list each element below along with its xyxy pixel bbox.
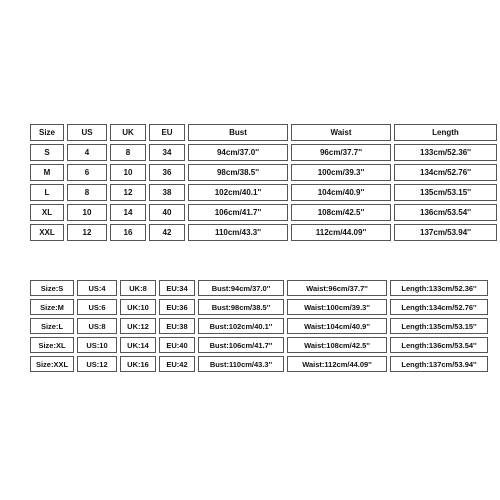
header-us: US [67,124,107,141]
table-cell: 98cm/38.5'' [188,164,288,181]
table-cell: XXL [30,224,64,241]
table-cell: Bust:110cm/43.3'' [198,356,284,372]
table-cell: EU:36 [159,299,195,315]
table-cell: XL [30,204,64,221]
table-cell: 10 [110,164,146,181]
table-cell: 8 [110,144,146,161]
table-cell: Length:133cm/52.36'' [390,280,488,296]
table-cell: 137cm/53.94'' [394,224,497,241]
table-cell: 108cm/42.5'' [291,204,391,221]
table-cell: Length:136cm/53.54'' [390,337,488,353]
table-cell: 16 [110,224,146,241]
table-cell: UK:10 [120,299,156,315]
table-cell: Length:135cm/53.15'' [390,318,488,334]
table-cell: US:12 [77,356,117,372]
table-cell: 12 [110,184,146,201]
table-cell: 94cm/37.0'' [188,144,288,161]
header-eu: EU [149,124,185,141]
table-cell: Waist:100cm/39.3'' [287,299,387,315]
table-cell: 110cm/43.3'' [188,224,288,241]
table-cell: 133cm/52.36'' [394,144,497,161]
table-cell: Size:XL [30,337,74,353]
size-chart-table [30,124,470,241]
table-cell: 106cm/41.7'' [188,204,288,221]
table-cell: 8 [67,184,107,201]
table-cell: Size:M [30,299,74,315]
header-uk: UK [110,124,146,141]
table-cell: US:10 [77,337,117,353]
table-cell: UK:8 [120,280,156,296]
table-cell: Bust:106cm/41.7'' [198,337,284,353]
table-cell: Waist:112cm/44.09'' [287,356,387,372]
table-cell: Length:137cm/53.94'' [390,356,488,372]
header-size: Size [30,124,64,141]
table-cell: Size:L [30,318,74,334]
table-cell: EU:42 [159,356,195,372]
table-cell: 134cm/52.76'' [394,164,497,181]
table-cell: 42 [149,224,185,241]
table-cell: 102cm/40.1'' [188,184,288,201]
table-cell: 100cm/39.3'' [291,164,391,181]
table-cell: L [30,184,64,201]
table-cell: 135cm/53.15'' [394,184,497,201]
table-cell: 34 [149,144,185,161]
table-cell: Bust:102cm/40.1'' [198,318,284,334]
table-cell: US:8 [77,318,117,334]
table-cell: 104cm/40.9'' [291,184,391,201]
table-cell: 38 [149,184,185,201]
table-cell: 12 [67,224,107,241]
table-cell: Size:S [30,280,74,296]
table-cell: 40 [149,204,185,221]
table-cell: 10 [67,204,107,221]
table-cell: UK:12 [120,318,156,334]
header-bust: Bust [188,124,288,141]
table-cell: 6 [67,164,107,181]
table-cell: US:6 [77,299,117,315]
table-cell: 136cm/53.54'' [394,204,497,221]
table-cell: S [30,144,64,161]
table-cell: Waist:104cm/40.9'' [287,318,387,334]
size-chart-labeled-table [30,280,477,372]
table-cell: 36 [149,164,185,181]
table-cell: 4 [67,144,107,161]
table-cell: Bust:94cm/37.0'' [198,280,284,296]
table-cell: Length:134cm/52.76'' [390,299,488,315]
table-cell: UK:16 [120,356,156,372]
table-cell: EU:34 [159,280,195,296]
table-cell: Bust:98cm/38.5'' [198,299,284,315]
table-cell: 112cm/44.09'' [291,224,391,241]
table-cell: UK:14 [120,337,156,353]
table-cell: 96cm/37.7'' [291,144,391,161]
table-cell: EU:38 [159,318,195,334]
table-cell: Size:XXL [30,356,74,372]
header-length: Length [394,124,497,141]
table-cell: US:4 [77,280,117,296]
table-cell: 14 [110,204,146,221]
table-cell: Waist:96cm/37.7'' [287,280,387,296]
table-cell: Waist:108cm/42.5'' [287,337,387,353]
table-cell: EU:40 [159,337,195,353]
header-waist: Waist [291,124,391,141]
table-cell: M [30,164,64,181]
